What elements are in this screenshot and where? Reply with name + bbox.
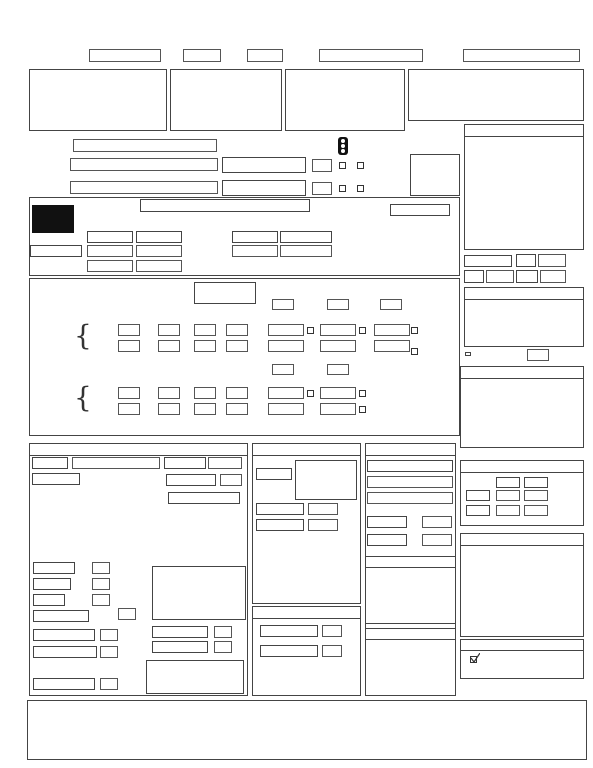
gas-grad-psa-field[interactable] <box>380 299 402 310</box>
comments-box <box>27 700 587 760</box>
precio-gas-grad-field[interactable] <box>374 324 410 336</box>
cadena-ventas-field[interactable] <box>422 516 452 528</box>
vol-field-2[interactable] <box>136 260 182 272</box>
credito-dsl-dias[interactable] <box>524 505 548 516</box>
tienda-title <box>29 443 248 456</box>
acpm-techo-field[interactable] <box>194 387 216 399</box>
calle3-check-2[interactable] <box>357 185 364 192</box>
gasolina-autos-surtidor[interactable] <box>118 340 140 352</box>
tienda-precios-field[interactable] <box>92 594 110 606</box>
comidas-servidas-title <box>365 628 456 640</box>
cambios-mes-label <box>260 645 318 657</box>
peatones-field[interactable] <box>92 578 110 590</box>
variedad-label <box>33 610 89 622</box>
lav-mes-label <box>256 519 304 531</box>
acceso-a-group <box>410 154 460 196</box>
cambios-aceite-title <box>252 606 361 619</box>
garajes-label <box>256 503 304 515</box>
peatones-label <box>33 578 71 590</box>
gasolina-techo-field[interactable] <box>194 324 216 336</box>
gasolina-surtidor-field[interactable] <box>118 324 140 336</box>
tipo-operacion-group <box>170 69 282 131</box>
corriente-psa-field[interactable] <box>272 299 294 310</box>
lv-field[interactable] <box>538 254 566 267</box>
evaluaciones-label <box>30 245 82 257</box>
nombre-cadenas-field-2[interactable] <box>367 492 453 504</box>
productos-vendidos-label <box>168 492 240 504</box>
barrio-field[interactable] <box>463 49 580 62</box>
gasolina-stecho-field[interactable] <box>226 324 248 336</box>
tarjetas-title <box>460 639 584 651</box>
garajes-field[interactable] <box>308 503 338 515</box>
registradoras-field[interactable] <box>214 626 232 638</box>
gasolina-autos-manguer[interactable] <box>158 340 180 352</box>
precio-corriente-field[interactable] <box>268 324 304 336</box>
credito-pct-header <box>496 477 520 488</box>
ubicacion-group <box>29 69 167 131</box>
otros-servicios-title <box>460 533 584 546</box>
num-gondolas-label <box>33 678 95 690</box>
tienda-ventas-field[interactable] <box>208 457 242 469</box>
acpm-autos-manguer[interactable] <box>158 403 180 415</box>
gondolas-group <box>146 660 244 694</box>
gasolina-autos-stecho[interactable] <box>226 340 248 352</box>
cambios-mes-field[interactable] <box>322 645 342 657</box>
precio-acpm-autos-2[interactable] <box>320 403 356 415</box>
acpm-anuncia-check-2[interactable] <box>359 390 366 397</box>
tipo-surtidor-title <box>390 204 450 216</box>
acpm-brace: { <box>74 381 92 414</box>
evaluaciones-title <box>140 199 310 212</box>
cadena-ventas-label <box>367 516 407 528</box>
acceso-group <box>285 69 405 131</box>
credito-dsl-label <box>466 505 490 516</box>
tienda-marca-label <box>32 457 68 469</box>
aceite-garajes-field[interactable] <box>322 625 342 637</box>
cadena-title <box>365 443 456 456</box>
zona-field[interactable] <box>247 49 283 62</box>
cadena-sillas-field[interactable] <box>422 534 452 546</box>
nombre-cadenas-label <box>367 460 453 472</box>
autos-anuncia-check[interactable] <box>411 348 418 355</box>
precio-corriente-autos[interactable] <box>268 340 304 352</box>
acpm-psa-extra[interactable] <box>327 364 349 375</box>
acpm-manguer-field[interactable] <box>158 387 180 399</box>
tienda-apariencia-label <box>33 562 75 574</box>
calle-principal-field[interactable] <box>70 158 218 171</box>
grandes-superficies-group <box>408 69 584 121</box>
gasgrad-anuncia-check[interactable] <box>411 327 418 334</box>
nombre-field[interactable] <box>319 49 423 62</box>
vol-field-1[interactable] <box>87 260 133 272</box>
acpm-surtidor-field[interactable] <box>118 387 140 399</box>
aceite-garajes-label <box>260 625 318 637</box>
gasolina-manguer-field[interactable] <box>158 324 180 336</box>
carriles-principal-field[interactable] <box>312 159 332 172</box>
precio-gasgrad-autos[interactable] <box>374 340 410 352</box>
car-wash-title <box>252 443 361 456</box>
carriles-paso-label <box>465 352 471 356</box>
precio-acpm-field[interactable] <box>268 387 304 399</box>
gasolina-brace: { <box>74 319 92 352</box>
gasolina-autos-techo[interactable] <box>194 340 216 352</box>
direccion-field[interactable] <box>73 139 217 152</box>
extra-psa-field[interactable] <box>327 299 349 310</box>
calle-secundaria-field[interactable] <box>70 181 218 194</box>
horas-oper-label <box>464 255 512 267</box>
credito-dias-header <box>524 477 548 488</box>
corriente-anuncia-check[interactable] <box>307 327 314 334</box>
acpm-autos-stecho[interactable] <box>226 403 248 415</box>
tienda-sillas-label <box>152 641 208 653</box>
precio-acpm-2[interactable] <box>320 387 356 399</box>
acpm-stecho-field[interactable] <box>226 387 248 399</box>
credito-gas-dias[interactable] <box>524 490 548 501</box>
cadena-sillas-label <box>367 534 407 546</box>
marca-field[interactable] <box>89 49 161 62</box>
lv-label <box>516 254 536 267</box>
tienda-marca-field[interactable] <box>72 457 160 469</box>
puertas-field[interactable] <box>100 629 118 641</box>
acpm-autos-anuncia-check[interactable] <box>359 406 366 413</box>
calles-p-check-2[interactable] <box>357 162 364 169</box>
credito-dsl-pct[interactable] <box>496 505 520 516</box>
estacionamientos-label <box>33 646 97 658</box>
acc-dsl-header <box>136 231 182 243</box>
horas-tienda-field[interactable] <box>220 474 242 486</box>
precio-extra-field[interactable] <box>320 324 356 336</box>
acpm-autos-surtidor[interactable] <box>118 403 140 415</box>
estacionamientos-field[interactable] <box>100 646 118 658</box>
carriles-paso-field[interactable] <box>527 349 549 361</box>
credito-gas-pct[interactable] <box>496 490 520 501</box>
acpm-psa-field[interactable] <box>272 364 294 375</box>
otros-servicios-area <box>460 533 584 637</box>
credito-gas-label <box>466 490 490 501</box>
sab-field[interactable] <box>486 270 514 283</box>
puertas-label <box>33 629 95 641</box>
tienda-sillas-field[interactable] <box>214 641 232 653</box>
num-gondolas-field[interactable] <box>100 678 118 690</box>
carriles-secundaria-field[interactable] <box>312 182 332 195</box>
visibilidad-field[interactable] <box>232 245 278 257</box>
dom-field[interactable] <box>540 270 566 283</box>
bcg-logo <box>32 205 74 233</box>
registradoras-label <box>152 626 208 638</box>
traffic-light-icon <box>336 137 350 155</box>
acc-gasol-header <box>87 231 133 243</box>
lugar-pago-title <box>464 287 584 300</box>
tamano-terreno-title <box>464 124 584 137</box>
mediana-principal-group <box>222 157 306 173</box>
lav-mes-field[interactable] <box>308 519 338 531</box>
area-m2-group <box>152 566 246 620</box>
tipo-tienda-label <box>32 473 80 485</box>
credito-title <box>460 460 584 473</box>
calle3-check-1[interactable] <box>339 185 346 192</box>
acpm-autos-techo[interactable] <box>194 403 216 415</box>
apariencia-field[interactable] <box>280 245 332 257</box>
tipo-comidas-title <box>365 556 456 568</box>
horas-tienda-label <box>166 474 216 486</box>
precio-extra-autos[interactable] <box>320 340 356 352</box>
sab-label <box>464 270 484 283</box>
tienda-apariencia-field[interactable] <box>92 562 110 574</box>
car-wash-tipo-label <box>256 468 292 480</box>
pos-simultanea-label <box>194 282 256 304</box>
mediana-secundaria-group <box>222 180 306 196</box>
extra-anuncia-check[interactable] <box>359 327 366 334</box>
visibilidad-header <box>232 231 278 243</box>
disposicion-islas-title <box>460 366 584 379</box>
nombre-cadenas-field-1[interactable] <box>367 476 453 488</box>
id-field[interactable] <box>183 49 221 62</box>
tamano-terreno-group <box>464 124 584 250</box>
tienda-precios-label <box>33 594 65 606</box>
calles-p-check-1[interactable] <box>339 162 346 169</box>
tienda-ventas-label <box>164 457 206 469</box>
acc-gasol-field[interactable] <box>87 245 133 257</box>
dom-label <box>516 270 538 283</box>
car-wash-tipo-group <box>295 460 357 500</box>
apariencia-header <box>280 231 332 243</box>
acpm-anuncia-check-1[interactable] <box>307 390 314 397</box>
precio-acpm-autos-1[interactable] <box>268 403 304 415</box>
acc-dsl-field[interactable] <box>136 245 182 257</box>
variedad-field[interactable] <box>118 608 136 620</box>
tarjeta-credito-check[interactable] <box>470 656 477 663</box>
